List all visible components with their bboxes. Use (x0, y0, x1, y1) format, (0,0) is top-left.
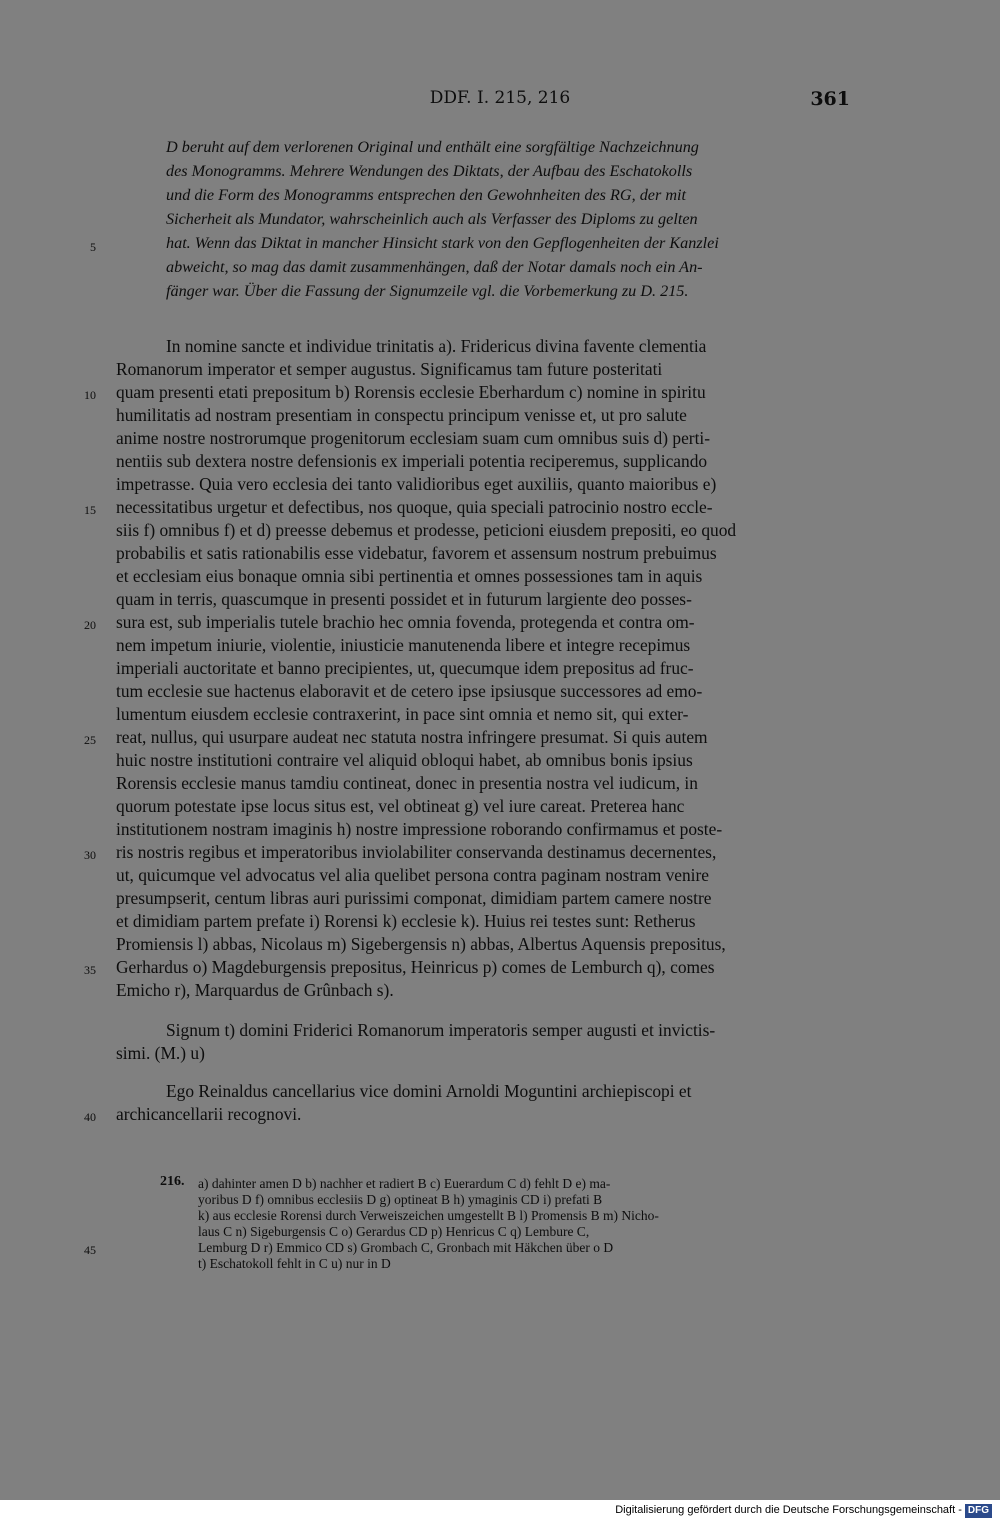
footnote-line: t) Eschatokoll fehlt in C u) nur in D (198, 1256, 391, 1271)
body-line: nem impetum iniurie, violentie, iniusticie manutenenda libere et integre recepimus (116, 635, 691, 655)
dfg-logo: DFG (965, 1504, 992, 1518)
body-line: siis f) omnibus f) et d) preesse debemus et prodesse, peticioni eiusdem prepositi, eo quod (116, 520, 737, 540)
body-line: impetrasse. Quia vero ecclesia dei tanto validioribus eget auxiliis, quanto maioribus e) (116, 474, 717, 494)
body-line: et dimidiam partem prefate i) Rorensi k) ecclesie k). Huius rei testes sunt: Retherus (116, 911, 696, 931)
credit-text: Digitalisierung gefördert durch die Deutsche Forschungsgemeinschaft - (615, 1504, 962, 1516)
body-line: quorum potestate ipse locus situs est, vel obtineat g) vel iure careat. Preterea hanc (116, 796, 685, 816)
body-line: Gerhardus o) Magdeburgensis prepositus, Heinricus p) comes de Lemburch q), comes (116, 957, 715, 977)
line-number: 35 (84, 963, 96, 977)
body-line: humilitatis ad nostram presentiam in conspectu principum venisse et, ut pro salute (116, 405, 687, 425)
body-line: Emicho r), Marquardus de Grûnbach s). (116, 980, 394, 1000)
recognition-line: Ego Reinaldus cancellarius vice domini Arnoldi Moguntini archiepiscopi et (166, 1081, 692, 1101)
intro-line: D beruht auf dem verlorenen Original und enthält eine sorgfältige Nachzeichnung (166, 138, 699, 156)
body-line: anime nostre nostrorumque progenitorum ecclesiam suam cum omnibus suis d) perti- (116, 428, 711, 448)
body-line: In nomine sancte et individue trinitatis a). Fridericus divina favente clementia (166, 336, 707, 356)
body-line: et ecclesiam eius bonaque omnia sibi pertinentia et omnes possessiones tam in aquis (116, 566, 703, 586)
page-number: 361 (810, 88, 850, 110)
body-line: ris nostris regibus et imperatoribus inviolabiliter conservanda destinamus decernentes, (116, 842, 717, 862)
line-number: 40 (84, 1110, 96, 1124)
intro-line: hat. Wenn das Diktat in mancher Hinsicht stark von den Gepflogenheiten der Kanzlei (166, 234, 719, 252)
body-line: Rorensis ecclesie manus tamdiu contineat, donec in presentia nostra vel iudicum, in (116, 773, 698, 793)
body-line: institutionem nostram imaginis h) nostre impressione roborando confirmamus et poste- (116, 819, 723, 839)
body-line: reat, nullus, qui usurpare audeat nec statuta nostra infringere presumat. Si quis autem (116, 727, 708, 747)
line-number: 30 (84, 848, 96, 862)
line-number: 10 (84, 388, 96, 402)
line-number: 45 (84, 1243, 96, 1257)
line-number: 25 (84, 733, 96, 747)
body-line: quam in terris, quascumque in presenti possidet et in futurum largiente deo posses- (116, 589, 692, 609)
line-number: 20 (84, 618, 96, 632)
intro-line: und die Form des Monogramms entsprechen den Gewohnheiten des RG, der mit (166, 186, 687, 204)
line-number: 5 (90, 240, 96, 254)
footnote-line: a) dahinter amen D b) nachher et radiert B c) Euerardum C d) fehlt D e) ma- (198, 1176, 611, 1191)
body-line: huic nostre institutioni contraire vel aliquid obloqui habet, ab omnibus bonis ipsius (116, 750, 693, 770)
body-line: tum ecclesie sue hactenus elaboravit et de cetero ipse ipsiusque successores ad emo- (116, 681, 703, 701)
footnote-line: yoribus D f) omnibus ecclesiis D g) optineat B h) ymaginis CD i) prefati B (198, 1192, 603, 1207)
body-line: probabilis et satis rationabilis esse videbatur, favorem et assensum nostrum prebuimus (116, 543, 717, 563)
footnote-line: k) aus ecclesie Rorensi durch Verweiszeichen umgestellt B l) Promensis B m) Nicho- (198, 1208, 659, 1223)
intro-line: Sicherheit als Mundator, wahrscheinlich auch als Verfasser des Diploms zu gelten (166, 210, 698, 228)
intro-line: abweicht, so mag das damit zusammenhängen, daß der Notar damals noch ein An- (166, 258, 703, 276)
body-line: lumentum eiusdem ecclesie contraxerint, in pace sint omnia et nemo sit, qui exter- (116, 704, 689, 724)
signum-line: simi. (M.) u) (116, 1043, 205, 1063)
body-line: quam presenti etati prepositum b) Rorensis ecclesie Eberhardum c) nomine in spiritu (116, 382, 706, 402)
body-line: imperiali auctoritate et banno precipientes, ut, quecumque idem prepositus ad fruc- (116, 658, 694, 678)
line-number: 15 (84, 503, 96, 517)
footnote-line: Lemburg D r) Emmico CD s) Grombach C, Gronbach mit Häkchen über o D (198, 1240, 614, 1255)
body-line: nentiis sub dextera nostre defensionis ex imperiali potentia reciperemus, supplicando (116, 451, 708, 471)
intro-line: fänger war. Über die Fassung der Signumzeile vgl. die Vorbemerkung zu D. 215. (166, 282, 689, 300)
footnote-number: 216. (160, 1174, 185, 1189)
body-line: presumpserit, centum libras auri purissimi componat, dimidiam partem camere nostre (116, 888, 712, 908)
body-line: necessitatibus urgetur et defectibus, nos quoque, quia speciali patrocinio nostro eccle- (116, 497, 713, 517)
running-title: DDF. I. 215, 216 (429, 88, 571, 108)
intro-line: des Monogramms. Mehrere Wendungen des Diktats, der Aufbau des Eschatokolls (166, 162, 693, 180)
body-line: Romanorum imperator et semper augustus. Significamus tam future posteritati (116, 359, 663, 379)
digitization-credit (0, 1500, 992, 1520)
body-line: sura est, sub imperialis tutele brachio hec omnia fovenda, protegenda et contra om- (116, 612, 695, 632)
footnote-line: laus C n) Sigeburgensis C o) Gerardus CD p) Henricus C q) Lembure C, (198, 1224, 590, 1239)
body-line: Promiensis l) abbas, Nicolaus m) Sigebergensis n) abbas, Albertus Aquensis prepositus, (116, 934, 726, 954)
recognition-line: archicancellarii recognovi. (116, 1104, 302, 1124)
body-line: ut, quicumque vel advocatus vel alia quelibet persona contra paginam nostram venire (116, 865, 710, 885)
signum-line: Signum t) domini Friderici Romanorum imperatoris semper augusti et invictis- (166, 1020, 716, 1040)
